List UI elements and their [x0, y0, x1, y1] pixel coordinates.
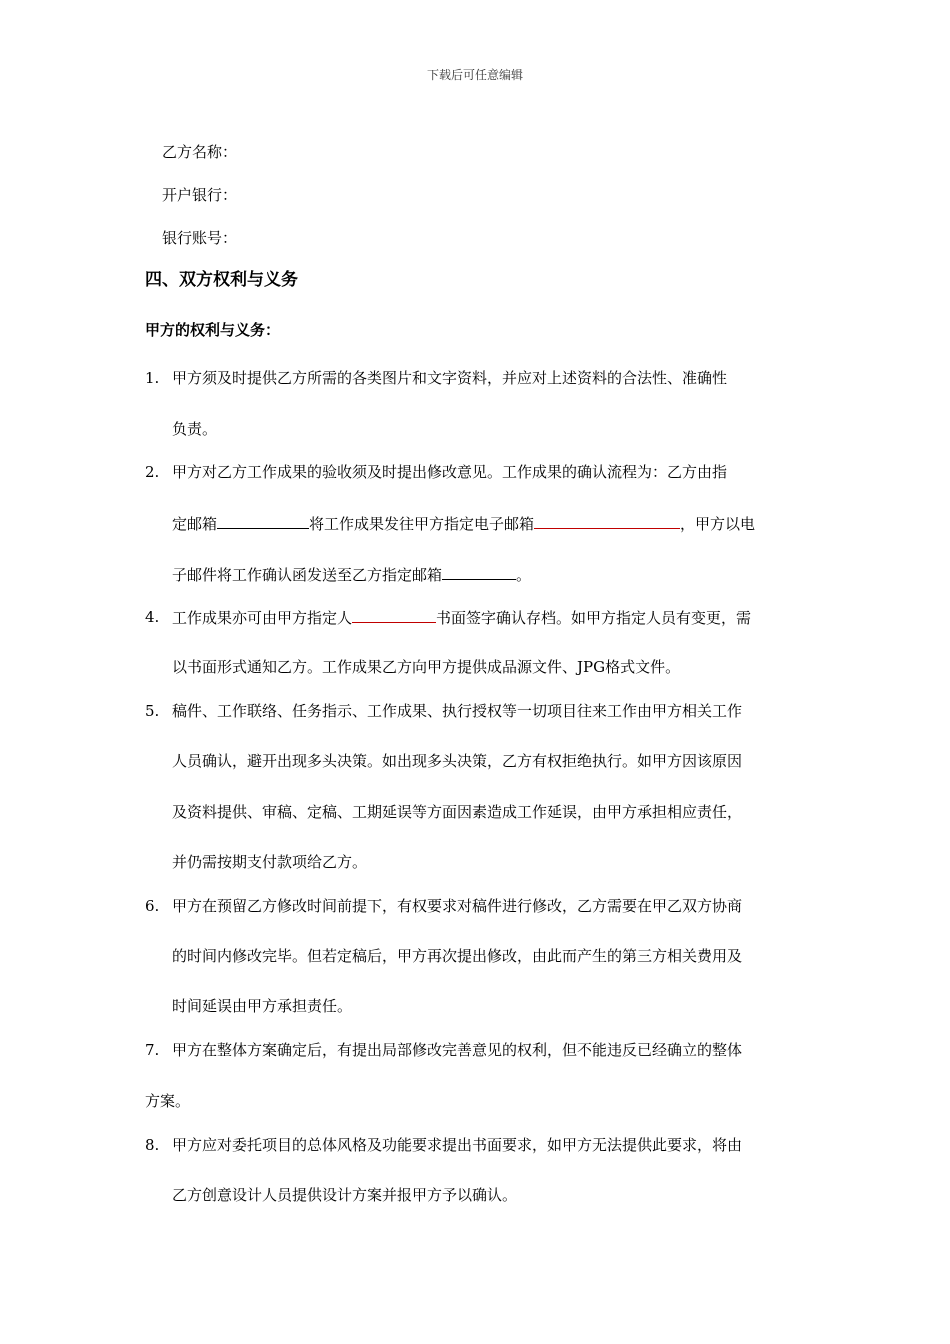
- item-2-line-3-text-b: 。: [516, 566, 532, 584]
- item-5-line-2: 人员确认，避开出现多头决策。如出现多头决策，乙方有权拒绝执行。如甲方因该原因: [172, 752, 743, 770]
- item-4-number: 4.: [145, 608, 160, 626]
- header-note: 下载后可任意编辑: [426, 68, 523, 82]
- item-2-line-2-text-c: ，甲方以电: [680, 515, 756, 533]
- item-2-line-1: 甲方对乙方工作成果的验收须及时提出修改意见。工作成果的确认流程为：乙方由指: [172, 463, 728, 481]
- party-b-name-label: 乙方名称：: [162, 143, 238, 161]
- designated-person-blank[interactable]: [352, 607, 436, 623]
- item-6-line-3: 时间延误由甲方承担责任。: [172, 997, 353, 1015]
- item-8-line-1: 甲方应对委托项目的总体风格及功能要求提出书面要求，如甲方无法提供此要求，将由: [172, 1136, 743, 1154]
- item-5-line-3: 及资料提供、审稿、定稿、工期延误等方面因素造成工作延误，由甲方承担相应责任，: [172, 803, 743, 821]
- item-2-line-2-text-a: 定邮箱: [172, 515, 218, 533]
- section-title: 四、双方权利与义务: [145, 270, 298, 290]
- item-4-line-1-text-b: 书面签字确认存档。如甲方指定人员有变更，需: [436, 609, 752, 627]
- item-2-line-3: [172, 564, 531, 585]
- item-4-line-2: 以书面形式通知乙方。工作成果乙方向甲方提供成品源文件、JPG格式文件。: [172, 658, 681, 676]
- item-4-line-1-text-a: 工作成果亦可由甲方指定人: [172, 609, 353, 627]
- subsection-title: 甲方的权利与义务：: [145, 321, 281, 339]
- item-2-line-2: [172, 513, 755, 534]
- item-2-line-3-text-a: 子邮件将工作确认函发送至乙方指定邮箱: [172, 566, 443, 584]
- item-7-number: 7.: [145, 1041, 160, 1059]
- item-8-number: 8.: [145, 1136, 160, 1154]
- party-b-bank-label: 开户银行：: [162, 186, 238, 204]
- item-5-line-4: 并仍需按期支付款项给乙方。: [172, 853, 368, 871]
- item-6-number: 6.: [145, 897, 160, 915]
- item-5-line-1: 稿件、工作联络、任务指示、工作成果、执行授权等一切项目往来工作由甲方相关工作: [172, 702, 743, 720]
- item-8-line-2: 乙方创意设计人员提供设计方案并报甲方予以确认。: [172, 1186, 518, 1204]
- item-7-line-1: 甲方在整体方案确定后，有提出局部修改完善意见的权利，但不能违反已经确立的整体: [172, 1041, 743, 1059]
- email-blank-2[interactable]: [534, 513, 680, 529]
- item-6-line-1: 甲方在预留乙方修改时间前提下，有权要求对稿件进行修改，乙方需要在甲乙双方协商: [172, 897, 743, 915]
- item-2-number: 2.: [145, 463, 160, 481]
- email-blank-3[interactable]: [442, 564, 516, 580]
- item-7-line-2: 方案。: [145, 1092, 191, 1110]
- item-6-line-2: 的时间内修改完毕。但若定稿后，甲方再次提出修改，由此而产生的第三方相关费用及: [172, 947, 743, 965]
- item-1-number: 1.: [145, 369, 160, 387]
- item-1-line-1: 甲方须及时提供乙方所需的各类图片和文字资料，并应对上述资料的合法性、准确性: [172, 369, 728, 387]
- item-2-line-2-text-b: 将工作成果发往甲方指定电子邮箱: [309, 515, 535, 533]
- item-4-line-1: [172, 607, 751, 628]
- item-1-line-2: 负责。: [172, 420, 218, 438]
- item-5-number: 5.: [145, 702, 160, 720]
- party-b-account-label: 银行账号：: [162, 229, 238, 247]
- email-blank-1[interactable]: [217, 513, 309, 529]
